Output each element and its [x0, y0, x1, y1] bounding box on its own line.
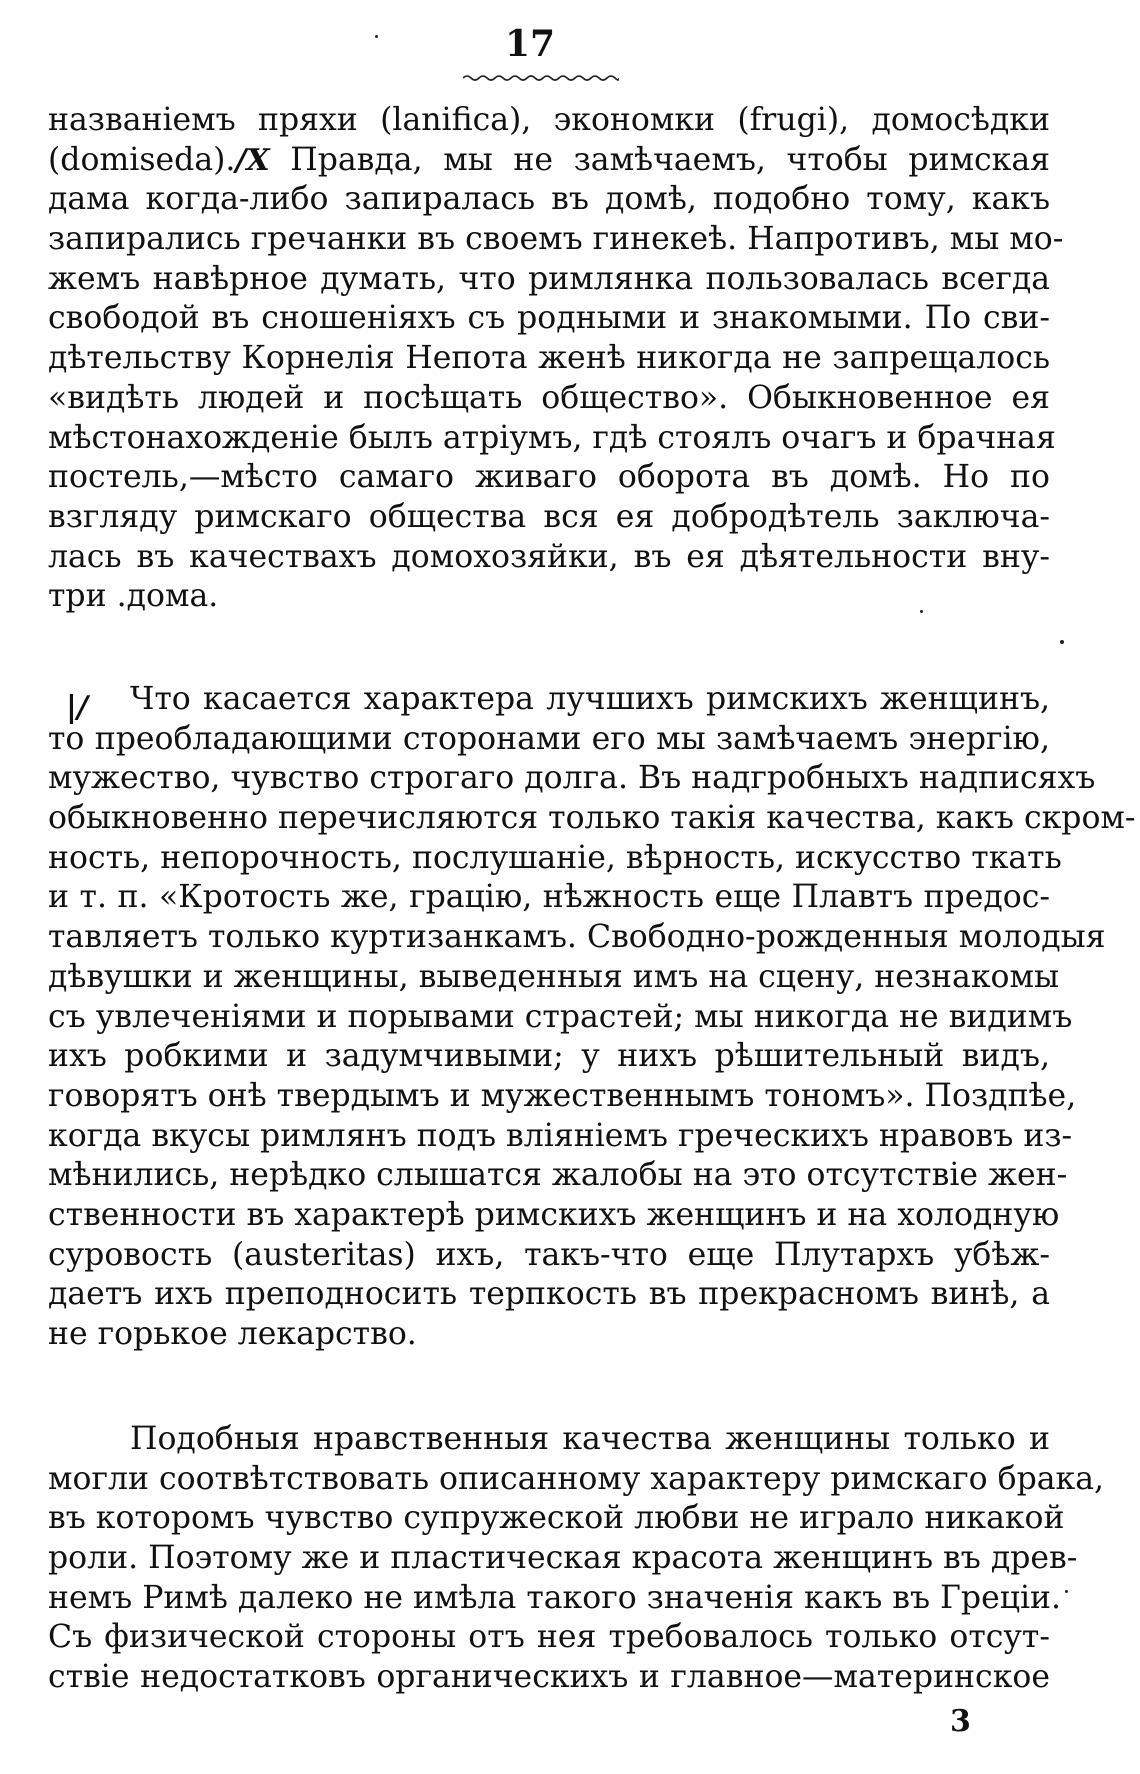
text-line: даетъ ихъ преподносить терпкость въ прекрасномъ винѣ, а — [48, 1276, 1050, 1313]
text-line: названіемъ пряхи (lanifica), экономки (frugi), домосѣдки — [48, 102, 1050, 138]
signature-mark: 3 — [950, 1704, 971, 1739]
scan-speck — [1065, 1590, 1068, 1593]
paragraph-3 — [48, 1420, 1104, 1698]
text-line: Подобныя нравственныя качества женщины только и — [130, 1421, 1050, 1457]
text-line: запирались гречанки въ своемъ гинекеѣ. Напротивъ, мы мо- — [48, 221, 1064, 258]
text-line: мужество, чувство строгаго долга. Въ надгробныхъ надписяхъ — [48, 760, 1096, 797]
text-line: ствіе недостатковъ органическихъ и главное—материнское — [48, 1659, 1050, 1696]
text-line: говорятъ онѣ твердымъ и мужественнымъ тономъ». Поздпѣе, — [48, 1077, 1077, 1114]
insert-mark-annotation: /X — [235, 142, 270, 178]
text-line: могли соотвѣтствовать описанному характеру римскаго брака, — [48, 1460, 1104, 1497]
text-line: дама когда-либо запиралась въ домѣ, подобно тому, какъ — [48, 181, 1050, 218]
text-fragment: Правда, мы не замѣчаемъ, чтобы римская — [290, 141, 1050, 178]
text-line — [48, 141, 1050, 181]
page-number: 17 — [504, 23, 556, 65]
text-line: лась въ качествахъ домохозяйки, въ ея дѣятельности вну- — [48, 538, 1050, 575]
text-line: дѣтельству Корнелія Непота женѣ никогда не запрещалось — [48, 340, 1050, 377]
scan-speck — [920, 610, 923, 613]
text-line: свободой въ сношеніяхъ съ родными и знакомыми. По сви- — [48, 300, 1050, 337]
text-line: ственности въ характерѣ римскихъ женщинъ и на холодную — [48, 1196, 1060, 1233]
text-line: ихъ робкими и задумчивыми; у нихъ рѣшительный видъ, — [48, 1038, 1050, 1075]
text-line: ность, непорочность, послушаніе, вѣрность, искусство ткать — [48, 839, 1062, 876]
text-line: когда вкусы римлянъ подъ вліяніемъ греческихъ нравовъ из- — [48, 1117, 1073, 1154]
text-line: мѣстонахожденіе былъ атріумъ, гдѣ стоялъ очагъ и брачная — [48, 419, 1056, 456]
text-line: не горькое лекарство. — [48, 1316, 417, 1352]
text-line: Съ физической стороны отъ нея требовалось только отсут- — [48, 1619, 1050, 1656]
paragraph-1 — [48, 101, 1064, 617]
text-line: съ увлеченіями и порывами страстей; мы никогда не видимъ — [48, 998, 1073, 1035]
text-line: Что касается характера лучшихъ римскихъ женщинъ, — [130, 681, 1050, 717]
margin-mark-annotation: |/ — [66, 690, 88, 725]
text-line: постель,—мѣсто самаго живаго оборота въ домѣ. Но по — [48, 459, 1050, 496]
text-line: три .дома. — [48, 578, 219, 615]
text-line: жемъ навѣрное думать, что римлянка пользовалась всегда — [48, 260, 1050, 297]
scan-speck — [375, 35, 378, 38]
text-line: дѣвушки и женщины, выведенныя имъ на сцену, незнакомы — [48, 958, 1060, 995]
text-line: немъ Римѣ далеко не имѣла такого значенія какъ въ Греціи. — [48, 1579, 1062, 1616]
text-line: то преобладающими сторонами его мы замѣчаемъ энергію, — [48, 720, 1050, 757]
scan-speck — [1060, 640, 1064, 644]
text-fragment: (domiseda). — [48, 141, 236, 178]
text-line: мѣнились, нерѣдко слышатся жалобы на это отсутствіе жен- — [48, 1157, 1068, 1194]
text-line: обыкновенно перечисляются только такія качества, какъ скром- — [48, 800, 1136, 837]
text-line: роли. Поэтому же и пластическая красота женщинъ въ древ- — [48, 1540, 1078, 1577]
text-line: тавляетъ только куртизанкамъ. Свободно-рожденныя молодыя — [48, 919, 1106, 956]
text-line: въ которомъ чувство супружеской любви не играло никакой — [48, 1500, 1065, 1537]
text-line: и т. п. «Кротость же, грацію, нѣжность еще Плавтъ предос- — [48, 879, 1050, 916]
paragraph-2 — [48, 680, 1136, 1355]
text-line: «видѣть людей и посѣщать общество». Обыкновенное ея — [48, 379, 1050, 416]
text-line: суровость (austeritas) ихъ, такъ-что еще Плутархъ убѣж- — [48, 1236, 1050, 1273]
text-line: взгляду римскаго общества вся ея добродѣтель заключа- — [48, 498, 1050, 535]
wavy-rule-ornament — [463, 74, 619, 82]
